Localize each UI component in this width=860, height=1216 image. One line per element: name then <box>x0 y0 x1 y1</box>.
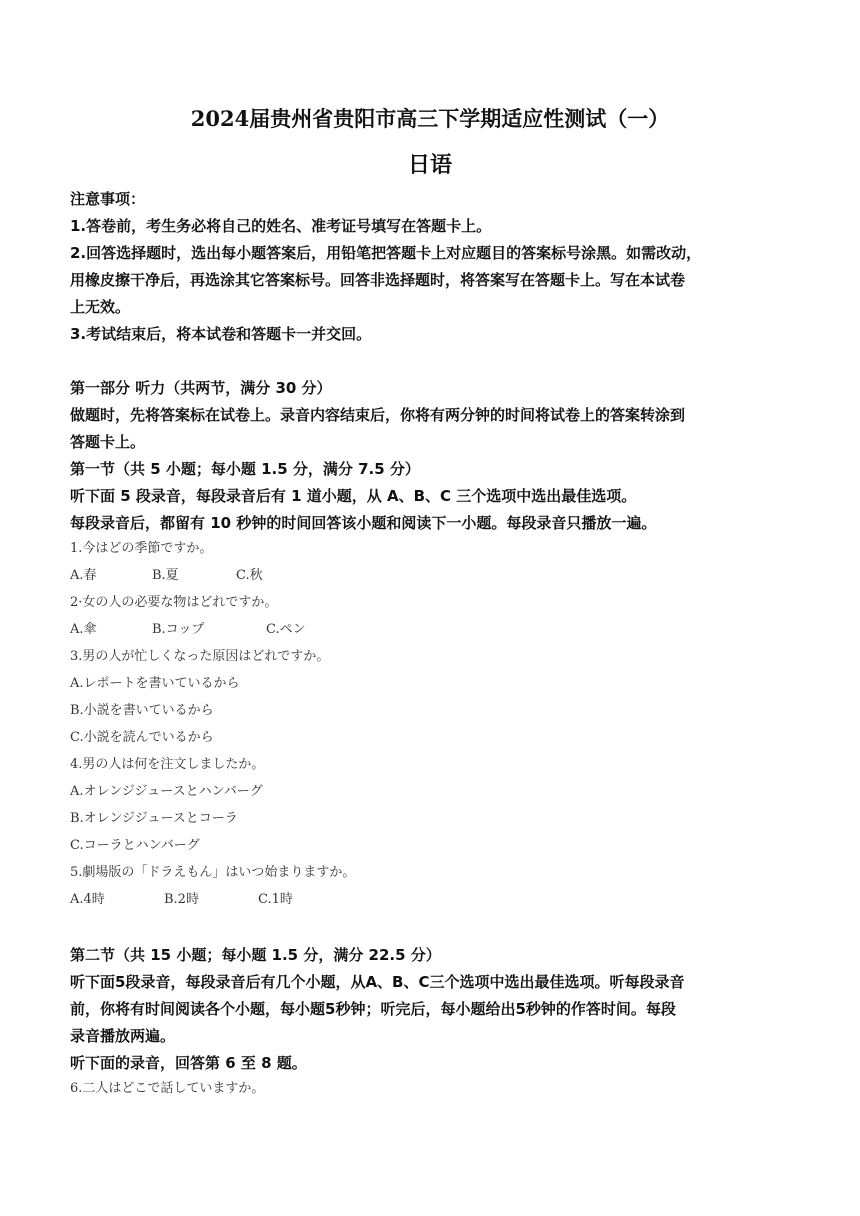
question-1: 1.今はどの季節ですか。 <box>70 541 213 556</box>
q1-option-b: B.夏 <box>152 568 179 583</box>
section2-heading: 第二节（共 15 小题；每小题 1.5 分，满分 22.5 分） <box>70 946 441 964</box>
q3-option-a: A.レポートを書いているから <box>70 676 240 691</box>
group-heading-6-8: 听下面的录音，回答第 6 至 8 题。 <box>70 1054 307 1072</box>
exam-title: 2024届贵州省贵阳市高三下学期适应性测试（一） <box>190 106 670 131</box>
q2-option-c: C.ペン <box>266 622 306 637</box>
question-6: 6.二人はどこで話していますか。 <box>70 1081 265 1096</box>
question-5: 5.劇場版の「ドラえもん」はいつ始まりますか。 <box>70 865 356 880</box>
subject-title: 日语 <box>407 153 452 178</box>
notice-item-3: 3.考试结束后，将本试卷和答题卡一并交回。 <box>70 325 372 343</box>
question-4: 4.男の人は何を注文しましたか。 <box>70 757 265 772</box>
q3-option-c: C.小説を読んでいるから <box>70 730 214 745</box>
q4-option-b: B.オレンジジュースとコーラ <box>70 811 238 826</box>
q4-option-a: A.オレンジジュースとハンバーグ <box>70 784 263 799</box>
q5-option-a: A.4時 <box>70 892 105 907</box>
section2-instruction-3: 录音播放两遍。 <box>70 1027 176 1045</box>
q5-option-c: C.1時 <box>258 892 293 907</box>
notice-item-2-cont: 用橡皮擦干净后，再选涂其它答案标号。回答非选择题时，将答案写在答题卡上。写在本试卷 <box>70 271 686 289</box>
q1-option-a: A.春 <box>70 568 97 583</box>
section2-instruction-2: 前，你将有时间阅读各个小题，每小题5秒钟；听完后，每小题给出5秒钟的作答时间。每段 <box>70 1000 676 1018</box>
q5-option-b: B.2時 <box>164 892 199 907</box>
section1-instruction-2: 每段录音后，都留有 10 秒钟的时间回答该小题和阅读下一小题。每段录音只播放一遍。 <box>70 514 657 532</box>
part1-instruction-2: 答题卡上。 <box>70 433 146 451</box>
q2-option-b: B.コップ <box>152 622 205 637</box>
q3-option-b: B.小説を書いているから <box>70 703 214 718</box>
part1-heading: 第一部分 听力（共两节，满分 30 分） <box>70 379 332 397</box>
notice-heading: 注意事项： <box>70 190 146 208</box>
question-2: 2·女の人の必要な物はどれですか。 <box>70 595 278 610</box>
section2-instruction-1: 听下面5段录音，每段录音后有几个小题，从A、B、C三个选项中选出最佳选项。听每段录音 <box>70 973 685 991</box>
q2-option-a: A.傘 <box>70 622 97 637</box>
q4-option-c: C.コーラとハンバーグ <box>70 838 200 853</box>
notice-item-2-end: 上无效。 <box>70 298 131 316</box>
q1-option-c: C.秋 <box>236 568 263 583</box>
question-3: 3.男の人が忙しくなった原因はどれですか。 <box>70 649 330 664</box>
notice-item-2: 2.回答选择题时，选出每小题答案后，用铅笔把答题卡上对应题目的答案标号涂黑。如需改动， <box>70 244 702 262</box>
part1-instruction-1: 做题时，先将答案标在试卷上。录音内容结束后，你将有两分钟的时间将试卷上的答案转涂到 <box>70 406 686 424</box>
notice-item-1: 1.答卷前，考生务必将自己的姓名、准考证号填写在答题卡上。 <box>70 217 492 235</box>
section1-heading: 第一节（共 5 小题；每小题 1.5 分，满分 7.5 分） <box>70 460 420 478</box>
section1-instruction-1: 听下面 5 段录音，每段录音后有 1 道小题，从 A、B、C 三个选项中选出最佳选项。 <box>70 487 637 505</box>
